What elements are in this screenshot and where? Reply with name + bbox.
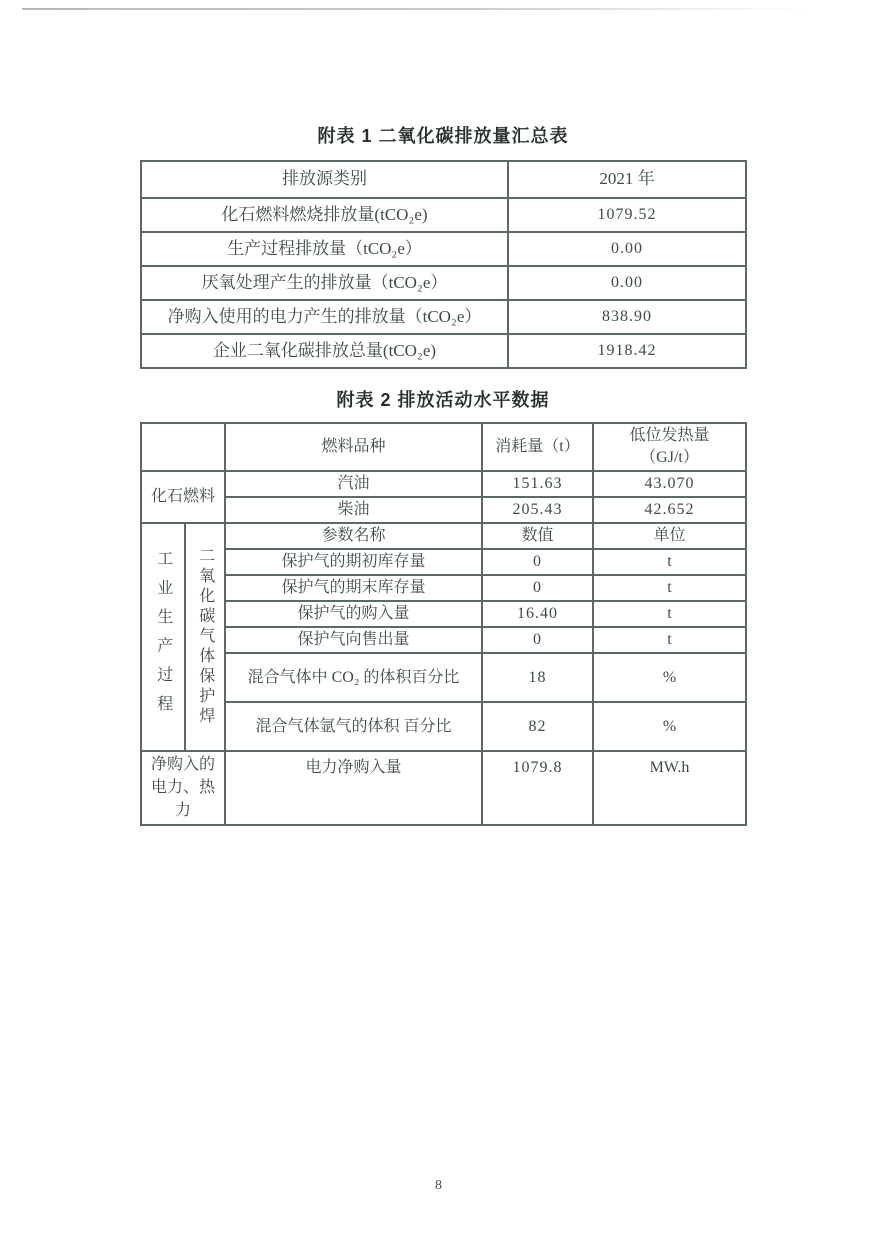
param-unit: MW.h [593,751,746,825]
electricity-row [141,751,746,825]
fuel-name: 柴油 [225,497,482,523]
emission-value: 838.90 [508,300,746,334]
param-unit: % [593,702,746,751]
param-unit: t [593,575,746,601]
co2-emission-summary-table [140,160,747,369]
emission-source-label: 生产过程排放量（tCO₂e） [141,232,508,266]
header-year: 2021 年 [508,161,746,198]
fuel-name: 汽油 [225,471,482,497]
param-value: 0 [482,575,593,601]
param-row [141,627,746,653]
table1-title: 附表 1 二氧化碳排放量汇总表 [317,126,569,146]
param-row [141,601,746,627]
industrial-process-category: 工业生产过程 [141,523,185,751]
param-value: 0 [482,627,593,653]
fuel-header-row [141,423,746,471]
scan-artifact-line [22,8,812,10]
param-name: 保护气的期初库存量 [225,549,482,575]
purchased-electricity-category: 净购入的电力、热力 [141,751,225,825]
activity-level-data-table [140,422,747,826]
header-heat-value-line2: （GJ/t） [640,449,699,466]
emission-value: 1079.52 [508,198,746,232]
param-value: 18 [482,653,593,702]
header-consumption: 消耗量（t） [482,423,593,471]
param-value: 1079.8 [482,751,593,825]
emission-value: 0.00 [508,266,746,300]
param-row [141,653,746,702]
fuel-consumption: 151.63 [482,471,593,497]
table2-title: 附表 2 排放活动水平数据 [336,390,550,410]
param-row [141,702,746,751]
document-content [140,122,746,826]
header-param-value: 数值 [482,523,593,549]
fossil-fuel-category: 化石燃料 [141,471,225,523]
table-row [141,232,746,266]
param-value: 16.40 [482,601,593,627]
fossil-fuel-row [141,497,746,523]
emission-value: 1918.42 [508,334,746,368]
emission-source-label: 净购入使用的电力产生的排放量（tCO₂e） [141,300,508,334]
param-value: 82 [482,702,593,751]
param-unit: t [593,549,746,575]
header-param-unit: 单位 [593,523,746,549]
fuel-consumption: 205.43 [482,497,593,523]
param-unit: % [593,653,746,702]
emission-source-label: 厌氧处理产生的排放量（tCO₂e） [141,266,508,300]
fuel-heat-value: 43.070 [593,471,746,497]
param-name: 保护气的购入量 [225,601,482,627]
emission-source-label: 化石燃料燃烧排放量(tCO₂e) [141,198,508,232]
param-row [141,549,746,575]
fuel-heat-value: 42.652 [593,497,746,523]
param-unit: t [593,601,746,627]
co2-shielded-welding-subcategory: 二氧化碳气体保护焊 [185,523,225,751]
page-number: 8 [435,1178,442,1193]
header-param-name: 参数名称 [225,523,482,549]
param-row [141,575,746,601]
param-value: 0 [482,549,593,575]
header-fuel-type: 燃料品种 [225,423,482,471]
header-heat-value [593,423,746,471]
fossil-fuel-row [141,471,746,497]
param-unit: t [593,627,746,653]
emission-source-label: 企业二氧化碳排放总量(tCO₂e) [141,334,508,368]
param-name: 混合气体中 CO₂ 的体积百分比 [225,653,482,702]
table-row [141,198,746,232]
table-header-row [141,161,746,198]
param-name: 保护气向售出量 [225,627,482,653]
param-name: 混合气体氩气的体积 百分比 [225,702,482,751]
emission-value: 0.00 [508,232,746,266]
param-name: 电力净购入量 [225,751,482,825]
header-source-category: 排放源类别 [141,161,508,198]
param-header-row [141,523,746,549]
table-row [141,266,746,300]
param-name: 保护气的期末库存量 [225,575,482,601]
header-heat-value-line1: 低位发热量 [629,427,710,445]
table-row [141,334,746,368]
table-row [141,300,746,334]
empty-corner-cell [141,423,225,471]
